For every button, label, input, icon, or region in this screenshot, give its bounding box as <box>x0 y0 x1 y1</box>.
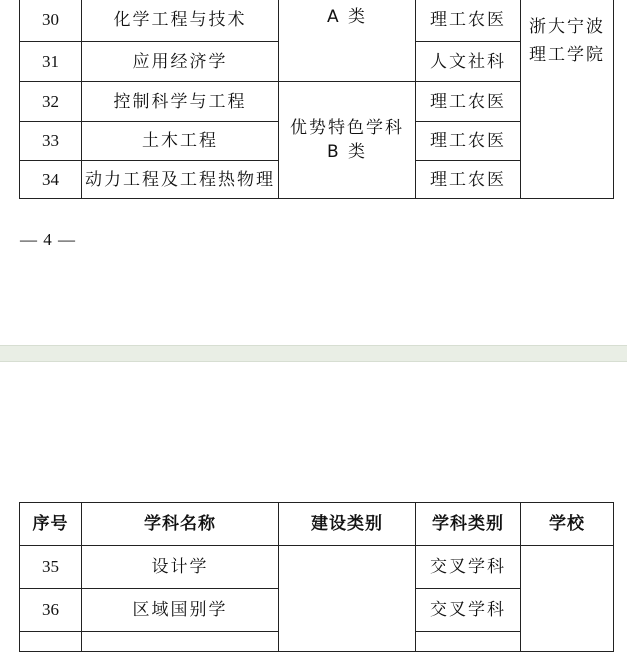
row-number: 30 <box>20 0 82 42</box>
discipline-type: 理工农医 <box>416 122 521 161</box>
row-number: 34 <box>20 161 82 199</box>
page-separator <box>0 345 627 362</box>
subject-name: 动力工程及工程热物理 <box>82 161 279 199</box>
category-b-line-2: B 类 <box>326 142 368 162</box>
table-row <box>20 0 614 42</box>
row-number: 33 <box>20 122 82 161</box>
table-row <box>20 546 614 589</box>
build-category-empty <box>279 546 416 652</box>
row-number: 36 <box>20 589 82 632</box>
header-no: 序号 <box>20 503 82 546</box>
school-line-2: 理工学院 <box>529 45 605 65</box>
header-discipline: 学科类别 <box>416 503 521 546</box>
subject-name: 土木工程 <box>82 122 279 161</box>
discipline-type: 交叉学科 <box>416 589 521 632</box>
subject-name: 化学工程与技术 <box>82 0 279 42</box>
category-b-line-1: 优势特色学科 <box>290 118 404 138</box>
subject-table <box>19 502 614 652</box>
subject-name: 控制科学与工程 <box>82 82 279 122</box>
build-category-a <box>279 0 416 82</box>
subject-name: 设计学 <box>82 546 279 589</box>
row-number: 35 <box>20 546 82 589</box>
category-a-label: A 类 <box>326 7 368 27</box>
subject-name: 应用经济学 <box>82 42 279 82</box>
header-name: 学科名称 <box>82 503 279 546</box>
row-number: 31 <box>20 42 82 82</box>
school-cell <box>521 0 614 199</box>
discipline-type: 理工农医 <box>416 0 521 42</box>
header-school: 学校 <box>521 503 614 546</box>
build-category-b <box>279 82 416 199</box>
row-number: 32 <box>20 82 82 122</box>
subject-name: 区域国别学 <box>82 589 279 632</box>
school-line-1: 浙大宁波 <box>529 17 605 37</box>
header-build-type: 建设类别 <box>279 503 416 546</box>
discipline-type: 理工农医 <box>416 82 521 122</box>
table-header-row <box>20 503 614 546</box>
school-cell-empty <box>521 546 614 652</box>
page-lower <box>0 362 627 635</box>
subject-table-continued <box>19 0 614 199</box>
page-number: — 4 — <box>20 230 76 249</box>
discipline-type: 人文社科 <box>416 42 521 82</box>
discipline-type: 理工农医 <box>416 161 521 199</box>
discipline-type: 交叉学科 <box>416 546 521 589</box>
